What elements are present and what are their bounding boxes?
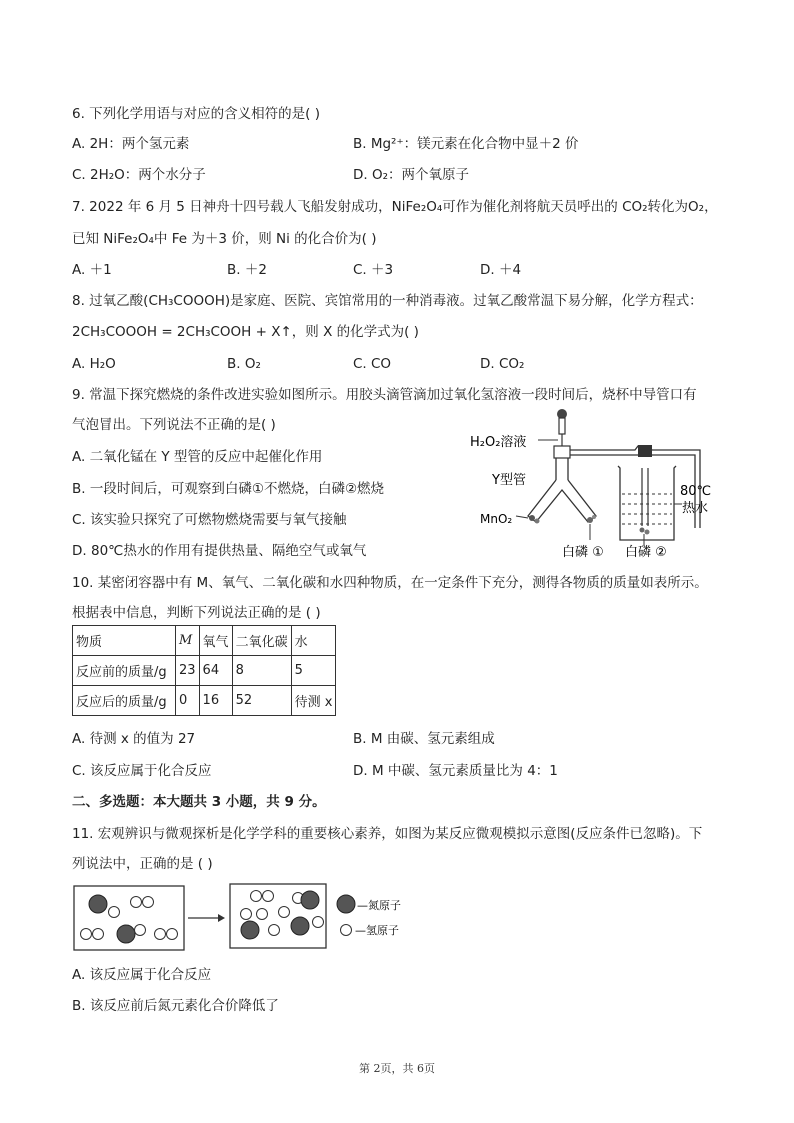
phosphorus2-label: 白磷 ② xyxy=(625,545,667,560)
q10-stem-line2: 根据表中信息，判断下列说法正确的是 ( ) xyxy=(72,605,321,621)
stopper xyxy=(554,446,570,458)
section-heading: 二、多选题：本大题共 3 小题，共 9 分。 xyxy=(72,794,326,810)
legend-nitrogen-symbol xyxy=(337,895,355,913)
q10-option-b: B. M 由碳、氢元素组成 xyxy=(353,731,495,747)
reaction-arrow xyxy=(188,914,225,922)
q8-option-c: C. CO xyxy=(353,356,392,372)
mno2-label: MnO₂ xyxy=(480,512,513,526)
legend-hydrogen-label: —氢原子 xyxy=(355,924,399,937)
hydrogen-atom xyxy=(269,925,280,936)
table-row xyxy=(73,686,336,716)
hydrogen-atom xyxy=(135,925,146,936)
nitrogen-atom xyxy=(117,925,135,943)
table-cell: 物质 xyxy=(73,626,176,656)
nitrogen-atom xyxy=(241,921,259,939)
legend-hydrogen-symbol xyxy=(341,925,352,936)
q10-option-c: C. 该反应属于化合反应 xyxy=(72,763,212,779)
q11-stem-line2: 列说法中，正确的是 ( ) xyxy=(72,856,213,872)
table-cell: 8 xyxy=(232,656,291,686)
q9-stem-line2: 气泡冒出。下列说法不正确的是( ) xyxy=(72,417,276,433)
hydrogen-atom xyxy=(131,897,142,908)
q7-option-c: C. ＋3 xyxy=(353,262,394,278)
table-cell: 23 xyxy=(176,656,200,686)
table-row xyxy=(73,656,336,686)
legend-nitrogen-label: —氮原子 xyxy=(357,899,401,912)
hydrogen-atom xyxy=(241,909,252,920)
mno2-sample xyxy=(529,515,540,524)
temp-label: 80℃ xyxy=(680,484,712,499)
table-cell: 水 xyxy=(291,626,336,656)
y-tube-label: Y型管 xyxy=(492,473,526,488)
hydrogen-atom xyxy=(93,929,104,940)
q7-stem-line1: 7. 2022 年 6 月 5 日神舟十四号载人飞船发射成功，NiFe₂O₄可作为催化剂将航天员呼出的 CO₂转化为O₂， xyxy=(72,199,718,215)
nitrogen-atom xyxy=(301,891,319,909)
dropper xyxy=(557,409,567,448)
q10-stem-line1: 10. 某密闭容器中有 M、氧气、二氧化碳和水四种物质，在一定条件下充分，测得各物质的质量如表所示。 xyxy=(72,575,708,591)
q8-option-b: B. O₂ xyxy=(227,356,261,372)
hydrogen-atom xyxy=(263,891,274,902)
table-cell: 氧气 xyxy=(199,626,232,656)
table-cell: M xyxy=(176,626,200,656)
table-cell: 二氧化碳 xyxy=(232,626,291,656)
q6-option-b: B. Mg²⁺：镁元素在化合物中显＋2 价 xyxy=(353,136,579,152)
q6-option-a: A. 2H：两个氢元素 xyxy=(72,136,190,152)
table-cell: 5 xyxy=(291,656,336,686)
mno2-pointer xyxy=(516,516,528,518)
q7-option-b: B. ＋2 xyxy=(227,262,267,278)
table-cell: 16 xyxy=(199,686,232,716)
table-cell: 0 xyxy=(176,686,200,716)
table-header-row xyxy=(73,626,336,656)
h2o2-label: H₂O₂溶液 xyxy=(470,435,527,450)
q9-stem-line1: 9. 常温下探究燃烧的条件改进实验如图所示。用胶头滴管滴加过氧化氢溶液一段时间后，烧杯中导管口有 xyxy=(72,387,697,403)
tube-connector xyxy=(638,445,652,457)
q6-option-c: C. 2H₂O：两个水分子 xyxy=(72,167,206,183)
q7-stem-line2: 已知 NiFe₂O₄中 Fe 为＋3 价，则 Ni 的化合价为( ) xyxy=(72,231,377,247)
hydrogen-atom xyxy=(81,929,92,940)
table-cell: 反应前的质量/g xyxy=(73,656,176,686)
table-cell: 64 xyxy=(199,656,232,686)
q9-option-c: C. 该实验只探究了可燃物燃烧需要与氧气接触 xyxy=(72,512,347,528)
q8-option-a: A. H₂O xyxy=(72,356,116,372)
reaction-micro-diagram xyxy=(70,882,430,954)
q8-option-d: D. CO₂ xyxy=(480,356,525,372)
hydrogen-atom xyxy=(109,907,120,918)
q6-option-d: D. O₂：两个氧原子 xyxy=(353,167,470,183)
table-cell: 待测 x xyxy=(291,686,336,716)
q9-option-a: A. 二氧化锰在 Y 型管的反应中起催化作用 xyxy=(72,449,323,465)
hydrogen-atom xyxy=(143,897,154,908)
q11-option-b: B. 该反应前后氮元素化合价降低了 xyxy=(72,998,279,1014)
white-phosphorus-1 xyxy=(587,515,596,523)
combustion-apparatus-figure xyxy=(470,408,730,566)
q8-stem-line2: 2CH₃COOOH = 2CH₃COOH + X↑，则 X 的化学式为( ) xyxy=(72,324,419,340)
q7-option-a: A. ＋1 xyxy=(72,262,112,278)
hydrogen-atom xyxy=(167,929,178,940)
page-footer: 第 2页，共 6页 xyxy=(359,1062,435,1075)
q6-stem: 6. 下列化学用语与对应的含义相符的是( ) xyxy=(72,106,320,122)
q11-option-a: A. 该反应属于化合反应 xyxy=(72,967,212,983)
phosphorus1-label: 白磷 ① xyxy=(562,545,604,560)
y-tube xyxy=(528,458,596,522)
q10-option-d: D. M 中碳、氢元素质量比为 4：1 xyxy=(353,763,558,779)
q11-stem-line1: 11. 宏观辨识与微观探析是化学学科的重要核心素养，如图为某反应微观模拟示意图(反应条件已忽略)。下 xyxy=(72,826,703,842)
hydrogen-atom xyxy=(313,917,324,928)
table-cell: 反应后的质量/g xyxy=(73,686,176,716)
white-phosphorus-2 xyxy=(640,528,650,535)
q10-option-a: A. 待测 x 的值为 27 xyxy=(72,731,196,747)
hydrogen-atom xyxy=(251,891,262,902)
hot-water-label: 热水 xyxy=(682,501,709,516)
q9-option-b: B. 一段时间后，可观察到白磷①不燃烧，白磷②燃烧 xyxy=(72,481,385,497)
hydrogen-atom xyxy=(257,909,268,920)
nitrogen-atom xyxy=(291,917,309,935)
hydrogen-atom xyxy=(155,929,166,940)
q8-stem-line1: 8. 过氧乙酸(CH₃COOOH)是家庭、医院、宾馆常用的一种消毒液。过氧乙酸常温下易分解，化学方程式： xyxy=(72,293,703,309)
beaker xyxy=(618,466,676,540)
q7-option-d: D. ＋4 xyxy=(480,262,522,278)
q9-option-d: D. 80℃热水的作用有提供热量、隔绝空气或氧气 xyxy=(72,543,367,559)
mass-table xyxy=(72,625,336,716)
nitrogen-atom xyxy=(89,895,107,913)
table-cell: 52 xyxy=(232,686,291,716)
hydrogen-atom xyxy=(279,907,290,918)
